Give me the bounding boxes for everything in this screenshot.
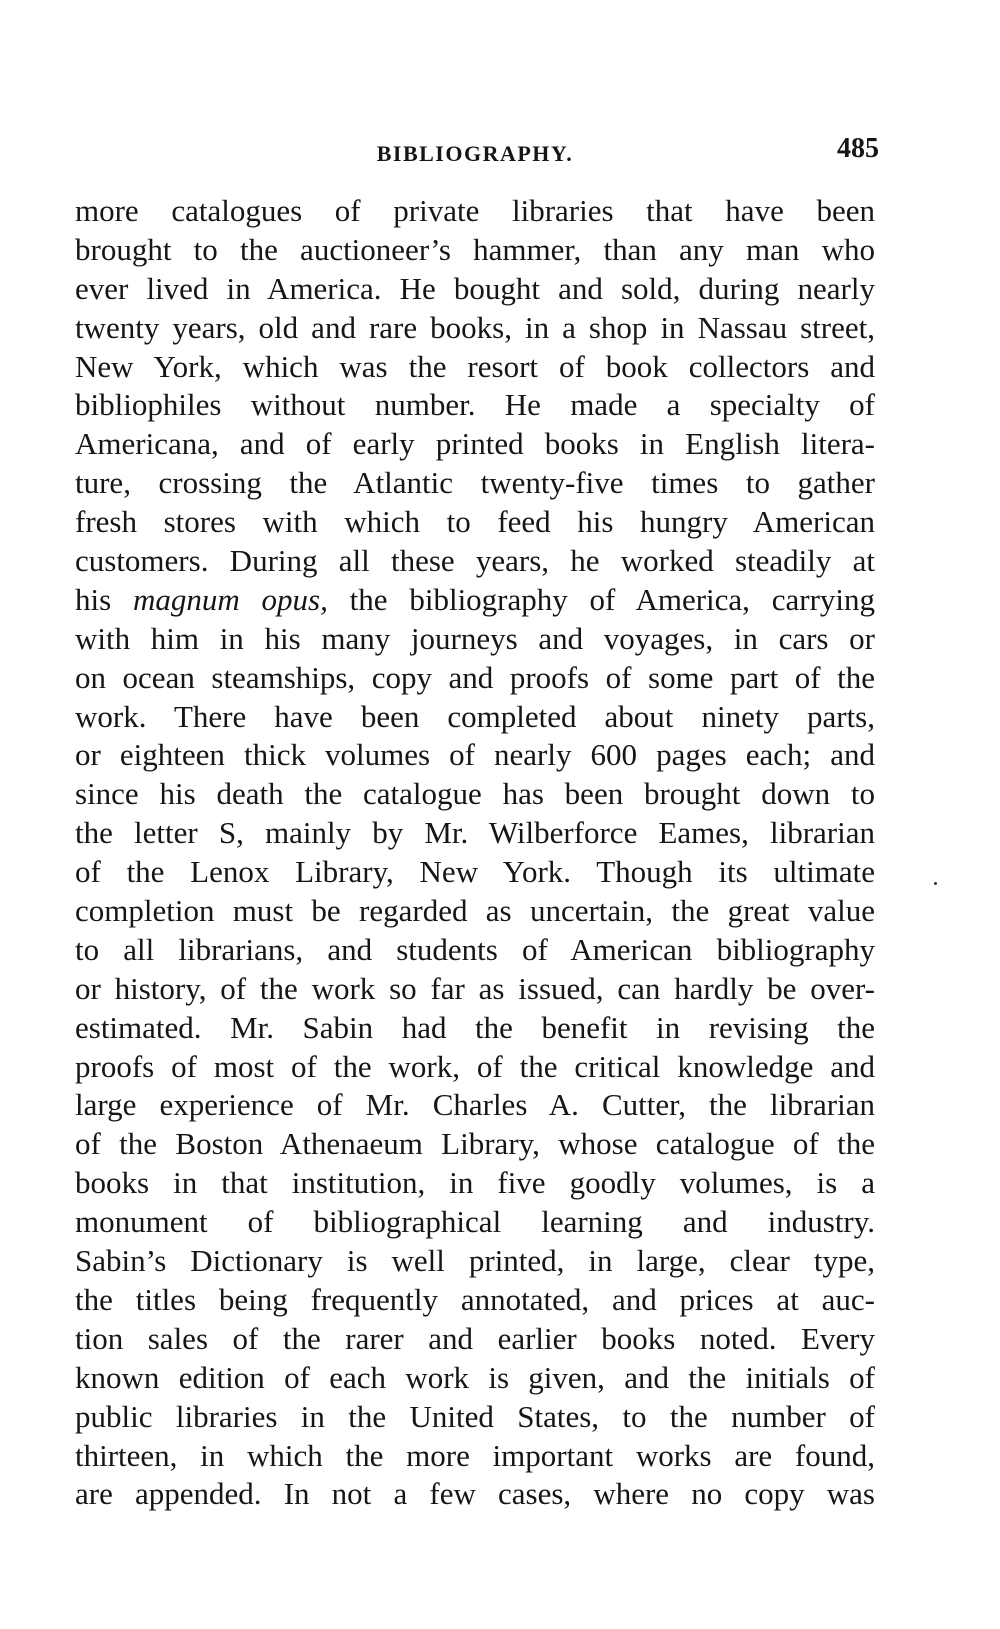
text-line: more catalogues of private libraries that have been [75,193,875,228]
text-line: with him in his many journeys and voyages, in cars or [75,620,875,656]
text-segment: the bibliography of America, [349,581,750,617]
text-line: or history, of the work so far as issued, can hardly be over- [75,970,875,1006]
text-line: of the Boston Athenaeum Library, whose catalogue of the [75,1126,875,1162]
text-line: books in that institution, in five goodly volumes, is a [75,1165,875,1201]
text-segment: his [75,581,112,617]
text-line: customers. During all these years, he worked steadily at [75,543,875,579]
text-line: work. There have been completed about ninety parts, [75,698,875,734]
text-line: monument of bibliographical learning and industry. [75,1204,875,1240]
text-line: the titles being frequently annotated, and prices at auc- [75,1281,875,1317]
text-line: brought to the auctioneer’s hammer, than any man who [75,231,875,267]
text-line: fresh stores with which to feed his hungry American [75,504,875,540]
italic-title: magnum opus, [132,581,328,617]
running-title: BIBLIOGRAPHY. [376,141,574,166]
text-line: proofs of most of the work, of the critical knowledge and [75,1048,875,1084]
text-line: New York, which was the resort of book collectors and [75,348,875,384]
text-line: ever lived in America. He bought and sold, during nearly [75,270,875,306]
text-segment: carrying [771,581,876,617]
text-line: large experience of Mr. Charles A. Cutter, the librarian [75,1087,875,1123]
body-paragraph [75,192,875,1514]
text-line: Americana, and of early printed books in English litera- [75,426,875,462]
text-line-with-italic [75,581,875,620]
text-line: on ocean steamships, copy and proofs of some part of the [75,659,875,695]
text-line: or eighteen thick volumes of nearly 600 pages each; and [75,737,875,773]
page-header [75,133,879,169]
text-line: are appended. In not a few cases, where no copy was [75,1476,875,1512]
margin-speck [934,882,937,885]
page-number: 485 [837,133,879,164]
text-line: of the Lenox Library, New York. Though its ultimate [75,854,875,890]
text-line: to all librarians, and students of American bibliography [75,931,875,967]
text-line: bibliophiles without number. He made a specialty of [75,387,875,423]
text-line: ture, crossing the Atlantic twenty-five times to gather [75,465,875,501]
text-line: Sabin’s Dictionary is well printed, in large, clear type, [75,1243,875,1279]
text-line: the letter S, mainly by Mr. Wilberforce Eames, librarian [75,815,875,851]
text-line: known edition of each work is given, and the initials of [75,1359,875,1395]
text-line: twenty years, old and rare books, in a shop in Nassau street, [75,309,875,345]
text-line: tion sales of the rarer and earlier books noted. Every [75,1320,875,1356]
text-line: completion must be regarded as uncertain, the great value [75,893,875,929]
text-line: public libraries in the United States, to the number of [75,1398,875,1434]
text-line: thirteen, in which the more important works are found, [75,1437,875,1473]
text-line: estimated. Mr. Sabin had the benefit in revising the [75,1009,875,1045]
text-line: since his death the catalogue has been brought down to [75,776,875,812]
